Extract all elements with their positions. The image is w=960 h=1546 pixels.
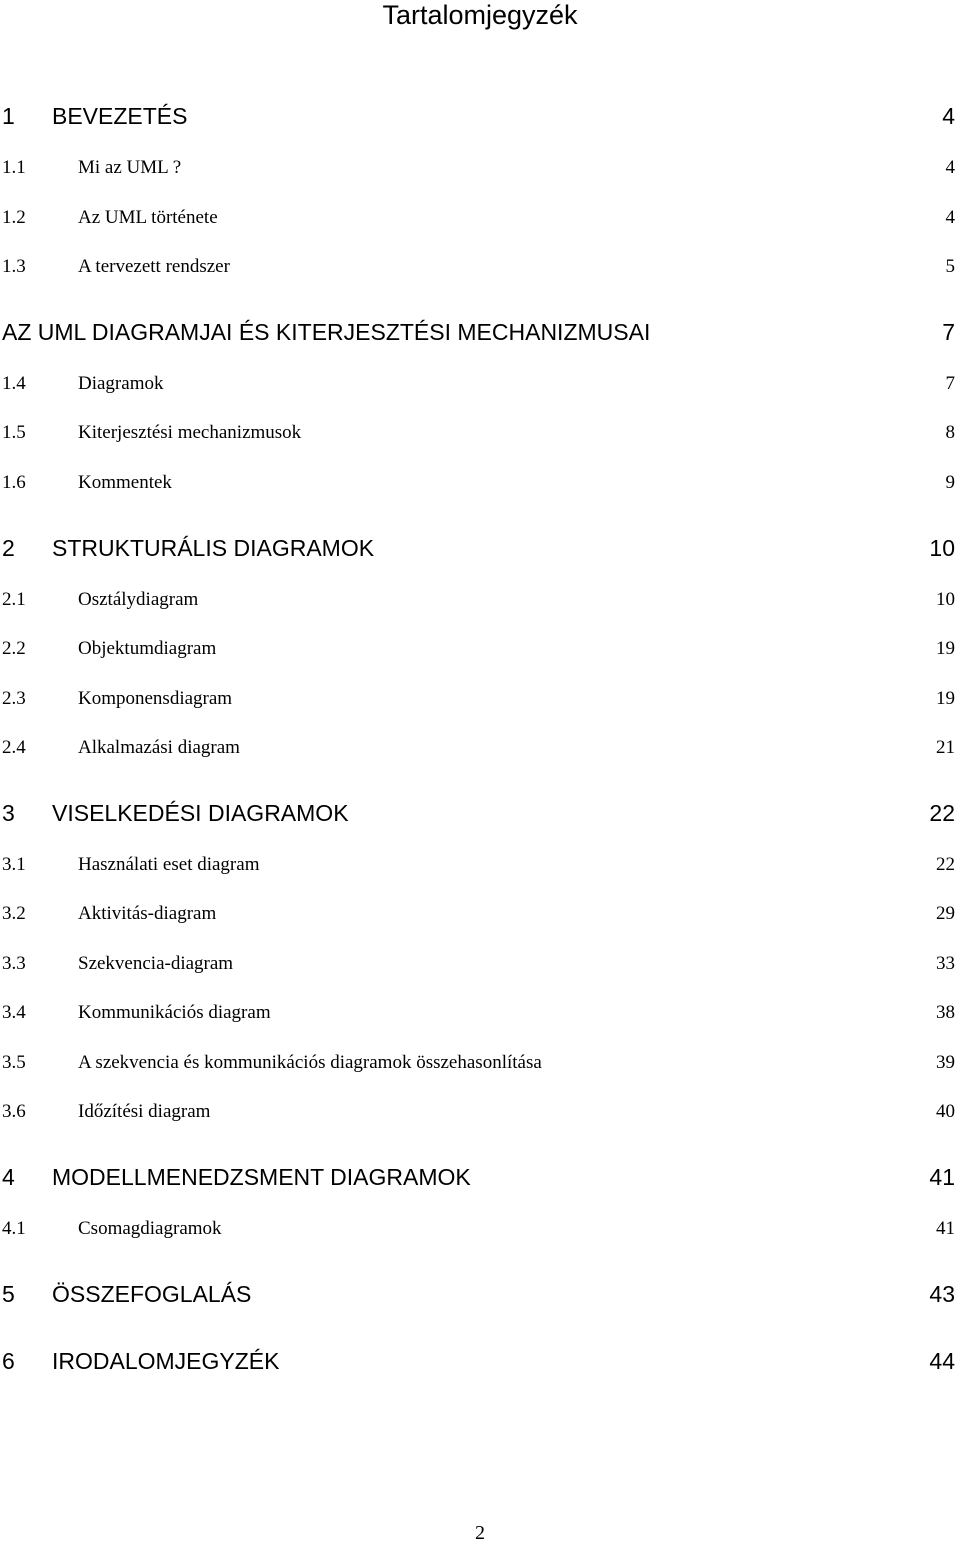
- toc-entry-number: 1.2: [2, 207, 26, 228]
- toc-entry-number: 1.5: [2, 422, 26, 443]
- toc-entry-title: Komponensdiagram: [78, 688, 233, 709]
- toc-entry-page: 7: [942, 319, 955, 345]
- toc-entry-number: 3.5: [2, 1052, 26, 1073]
- toc-entry-title: AZ UML DIAGRAMJAI ÉS KITERJESZTÉSI MECHANIZMUSAI: [2, 319, 651, 345]
- toc-entry-title: MODELLMENEDZSMENT DIAGRAMOK: [52, 1164, 471, 1190]
- toc-entry-number: 5: [2, 1281, 15, 1307]
- toc-entry-number: 6: [2, 1348, 15, 1374]
- toc-entry-title: Használati eset diagram: [78, 854, 260, 875]
- toc-entry-page: 21: [936, 737, 955, 758]
- toc-entry-title: A tervezett rendszer: [78, 256, 230, 277]
- toc-entry-number: 1.6: [2, 472, 26, 493]
- toc-entry-title: Az UML története: [78, 207, 218, 228]
- toc-entry-number: 1: [2, 103, 15, 129]
- toc-entry-title: A szekvencia és kommunikációs diagramok összehasonlítása: [78, 1052, 542, 1073]
- toc-entry-title: Diagramok: [78, 373, 164, 394]
- toc-entry-number: 2: [2, 535, 15, 561]
- toc-entry-title: Aktivitás-diagram: [78, 903, 217, 924]
- toc-entry-page: 10: [929, 535, 955, 561]
- toc-entry-page: 44: [929, 1348, 955, 1374]
- toc-entry-number: 4: [2, 1164, 15, 1190]
- toc-entry-number: 3: [2, 800, 15, 826]
- toc-entry-page: 8: [945, 422, 955, 443]
- toc-entry-number: 3.4: [2, 1002, 26, 1023]
- toc-entry-number: 2.4: [2, 737, 26, 758]
- toc-entry-title: Időzítési diagram: [78, 1101, 211, 1122]
- toc-entry-number: 2.2: [2, 638, 26, 659]
- page-number: 2: [475, 1522, 485, 1544]
- toc-entry-title: BEVEZETÉS: [52, 103, 188, 129]
- toc-entry-number: 3.2: [2, 903, 26, 924]
- toc-entry-page: 9: [945, 472, 955, 493]
- toc-entry-page: 40: [936, 1101, 955, 1122]
- toc-entry-title: Objektumdiagram: [78, 638, 217, 659]
- toc-entry-number: 4.1: [2, 1218, 26, 1239]
- toc-entry-number: 3.6: [2, 1101, 26, 1122]
- toc-entry-number: 1.4: [2, 373, 26, 394]
- toc-entry-page: 33: [936, 953, 955, 974]
- toc-entry-title: IRODALOMJEGYZÉK: [52, 1348, 280, 1374]
- toc-entry-page: 4: [942, 103, 955, 129]
- toc-entry-page: 19: [936, 638, 955, 659]
- toc-entry-page: 19: [936, 688, 955, 709]
- toc-entry-title: ÖSSZEFOGLALÁS: [52, 1281, 252, 1307]
- toc-entry-page: 22: [929, 800, 955, 826]
- toc-entry-title: Szekvencia-diagram: [78, 953, 234, 974]
- toc-entry-title: Kommentek: [78, 472, 172, 493]
- toc-entry-number: 3.3: [2, 953, 26, 974]
- toc-entry-page: 41: [936, 1218, 955, 1239]
- toc-entry-page: 5: [945, 256, 955, 277]
- toc-entry-page: 29: [936, 903, 955, 924]
- toc-entry-title: Kiterjesztési mechanizmusok: [78, 422, 302, 443]
- toc-entry-number: 1.1: [2, 157, 26, 178]
- toc-entry-page: 22: [936, 854, 955, 875]
- toc-entry-page: 7: [945, 373, 955, 394]
- toc-entry-number: 2.1: [2, 589, 26, 610]
- toc-entry-page: 4: [945, 207, 955, 228]
- toc-entry-number: 3.1: [2, 854, 26, 875]
- toc-entry-title: Kommunikációs diagram: [78, 1002, 271, 1023]
- toc-entry-page: 38: [936, 1002, 955, 1023]
- toc-entry-page: 43: [929, 1281, 955, 1307]
- toc-entry-page: 39: [936, 1052, 955, 1073]
- toc-entry-page: 4: [945, 157, 955, 178]
- toc-entry-page: 10: [936, 589, 955, 610]
- toc-entry-number: 2.3: [2, 688, 26, 709]
- toc-entry-page: 41: [929, 1164, 955, 1190]
- page-title: Tartalomjegyzék: [382, 0, 578, 30]
- toc-entry-title: Csomagdiagramok: [78, 1218, 222, 1239]
- toc-entry-title: VISELKEDÉSI DIAGRAMOK: [52, 800, 349, 826]
- toc-entry-title: Osztálydiagram: [78, 589, 199, 610]
- toc-entry-number: 1.3: [2, 256, 26, 277]
- toc-entry-title: Alkalmazási diagram: [78, 737, 240, 758]
- toc-entry-title: STRUKTURÁLIS DIAGRAMOK: [52, 535, 375, 561]
- toc-entry-title: Mi az UML ?: [78, 157, 182, 178]
